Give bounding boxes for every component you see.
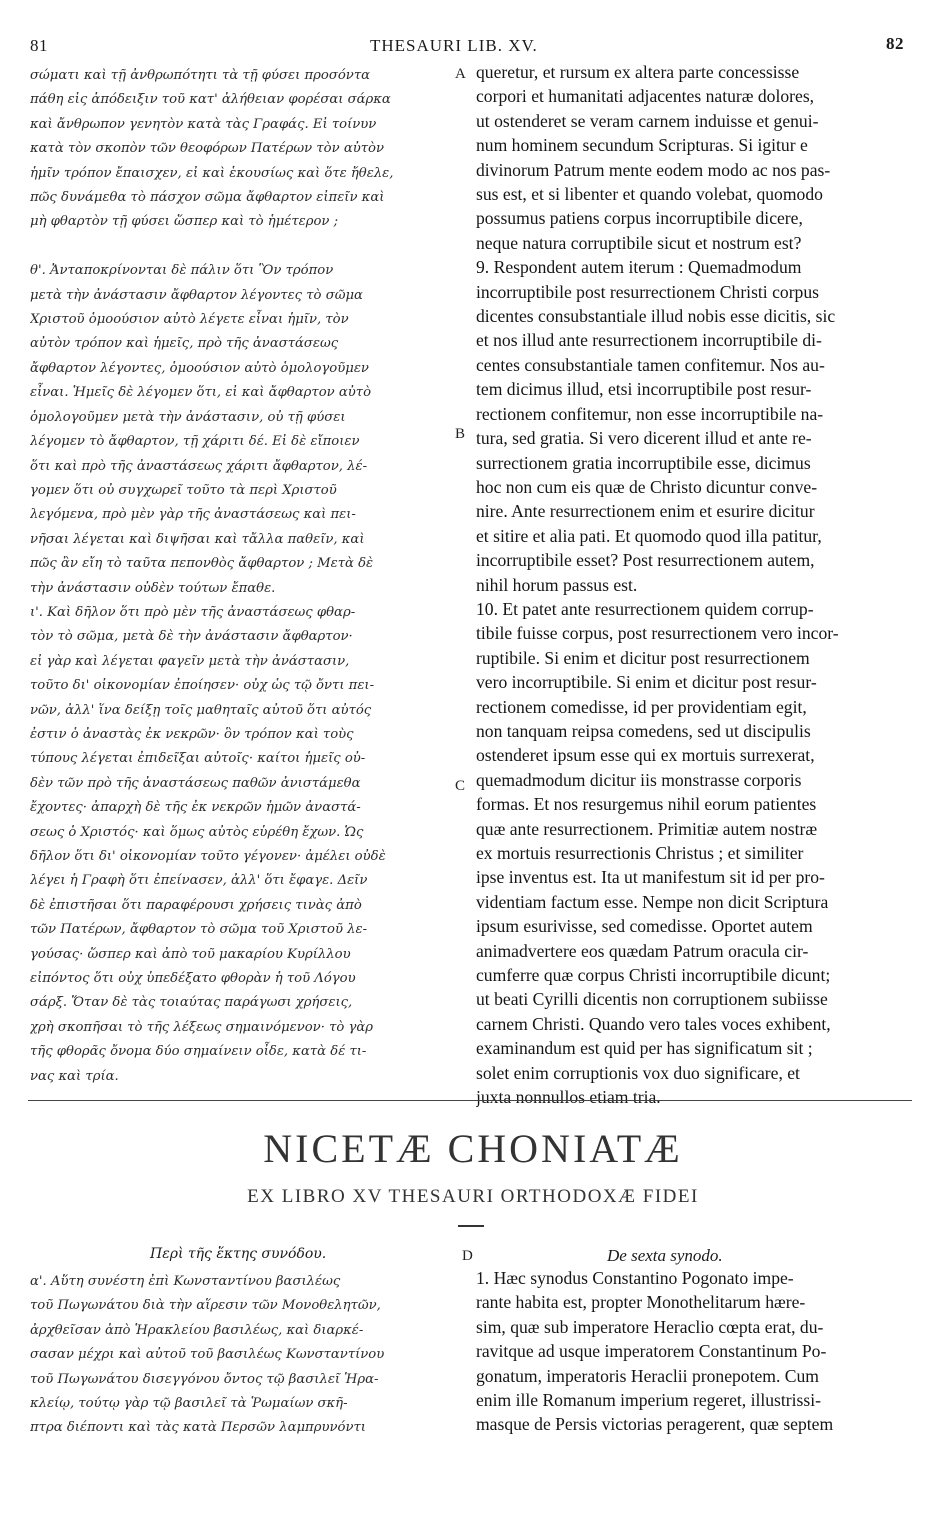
greek-text-line: μὴ φθαρτὸν τῇ φύσει ὥσπερ καὶ τὸ ἡμέτερον ; (30, 214, 339, 230)
latin-text-line: carnem Christi. Quando vero tales voces exhibent, (476, 1013, 831, 1034)
latin-text-line: et nos illud ante resurrectionem incorruptibile di- (476, 330, 822, 351)
latin-text-line: cumferre quæ corpus Christi incorruptibile dicunt; (476, 965, 831, 986)
latin-text-line: incorruptibile esset? Post resurrectionem autem, (476, 550, 815, 571)
greek-text-line: τοῦτο δι' οἰκονομίαν ἐποίησεν· οὐχ ὡς τῷ ὄντι πει- (30, 678, 375, 694)
greek-column-bottom (30, 1270, 460, 1441)
latin-text-line: vero incorruptibile. Si enim et dicitur post resur- (476, 672, 817, 693)
latin-text-line: enim ille Romanum imperium regeret, illustrissi- (476, 1390, 821, 1411)
latin-text-line: et sitire et alia pati. Et quomodo quod illa patitur, (476, 525, 822, 546)
latin-text-line: ostenderet ipsum esse qui ex mortuis surrexerat, (476, 745, 815, 766)
section-subtitle: EX LIBRO XV THESAURI ORTHODOXÆ FIDEI (247, 1186, 699, 1207)
greek-text-line: σάρξ. Ὅταν δὲ τὰς τοιαύτας παράγωσι χρήσεις, (30, 995, 353, 1011)
greek-text-line: πτρα διέποντι καὶ τὰς κατὰ Περσῶν λαμπρυνόντι (30, 1420, 366, 1436)
latin-text-line: sim, quæ sub imperatore Heraclio cœpta erat, du- (476, 1316, 824, 1337)
greek-text-line: λέγομεν τὸ ἄφθαρτον, τῇ χάριτι δέ. Εἰ δὲ εἴποιεν (30, 434, 360, 450)
greek-text-line: νῶν, ἀλλ' ἵνα δείξῃ τοῖς μαθηταῖς αὐτοῦ ὅτι αὐτός (30, 702, 372, 718)
greek-text-line: ἐστιν ὁ ἀναστὰς ἐκ νεκρῶν· ὃν τρόπον καὶ τοὺς (30, 726, 354, 742)
greek-text-line: κατὰ τὸν σκοπὸν τῶν θεοφόρων Πατέρων τὸν αὐτὸν (30, 141, 385, 157)
latin-text-line: dicentes consubstantiale illud nobis esse dicitis, sic (476, 306, 836, 327)
greek-text-line: τοῦ Πωγωνάτου διὰ τὴν αἵρεσιν τῶν Μονοθελητῶν, (30, 1298, 381, 1314)
latin-text-line: rectionem confitemur, non esse incorruptibile na- (476, 403, 824, 424)
greek-text-line: κλείῳ, τούτῳ γὰρ τῷ βασιλεῖ τὰ Ῥωμαίων σκῆ- (30, 1396, 348, 1412)
latin-text-line: nire. Ante resurrectionem enim et esurire dicitur (476, 501, 815, 522)
greek-text-line: δῆλον ὅτι δι' οἰκονομίαν τοῦτο γέγονεν· ἀμέλει οὐδὲ (30, 849, 386, 864)
latin-text-line: possumus patiens corpus incorruptibile dicere, (476, 208, 803, 229)
latin-text-line: nihil horum passus est. (476, 574, 638, 595)
latin-text-line: ut beati Cyrilli dicentis non corruptionem subiisse (476, 989, 828, 1010)
latin-text-line: masque de Persis victorias peragerent, quæ septem (476, 1414, 834, 1435)
greek-text-line: σεως ὁ Χριστός· καὶ ὅμως αὐτὸς εὑρέθη ἔχων. Ὡς (30, 824, 364, 840)
greek-text-line: νῆσαι λέγεται καὶ διψῆσαι καὶ τἄλλα παθεῖν, καὶ (30, 531, 365, 547)
greek-text-line: γούσας· ὥσπερ καὶ ἀπὸ τοῦ μακαρίου Κυρίλλου (30, 946, 351, 962)
latin-text-line: centes consubstantiale tamen confitemur. Nos au- (476, 354, 825, 375)
greek-text-line: δὲν τῶν πρὸ τῆς ἀναστάσεως παθῶν ἀνιστάμεθα (30, 775, 361, 791)
latin-text-line: tura, sed gratia. Si vero dicerent illud et ante re- (476, 428, 812, 449)
greek-text-line: γομεν ὅτι οὐ συγχωρεῖ τοῦτο τὰ περὶ Χριστοῦ (30, 482, 337, 498)
margin-marker-a: A (455, 66, 466, 82)
latin-text-line: hoc non cum eis quæ de Christo dicuntur conve- (476, 476, 818, 497)
greek-section-heading: Περὶ τῆς ἕκτης συνόδου. (150, 1246, 327, 1262)
margin-marker-c: C (455, 778, 466, 794)
section-divider (28, 1100, 912, 1101)
greek-text-line: εἶναι. Ἡμεῖς δὲ λέγομεν ὅτι, εἰ καὶ ἄφθαρτον αὐτὸ (30, 385, 372, 401)
latin-text-line: ravitque ad usque imperatorem Constantinum Po- (476, 1341, 827, 1362)
greek-text-line: τῆς φθορᾶς ὄνομα δύο σημαίνειν οἶδε, κατὰ δέ τι- (30, 1044, 367, 1060)
latin-text-line: juxta nonnullos etiam tria. (476, 1087, 661, 1108)
greek-text-line: τοῦ Πωγωνάτου δισεγγόνου ὄντος τῷ βασιλεῖ Ἡρα- (30, 1371, 379, 1387)
greek-column-top (30, 64, 460, 1089)
latin-text-line: incorruptibile post resurrectionem Christi corpus (476, 281, 820, 302)
greek-text-line: νας καὶ τρία. (30, 1068, 119, 1084)
latin-text-line: sus est, et si libenter et quando volebat, quomodo (476, 184, 823, 205)
margin-marker-b: B (455, 426, 466, 442)
greek-text-line: ἡμῖν τρόπον ἔπαισχεν, εἰ καὶ ἑκουσίως καὶ ὅτε ἤθελε, (30, 165, 394, 181)
greek-text-line: λεγόμενα, πρὸ μὲν γὰρ τῆς ἀναστάσεως καὶ πει- (30, 507, 356, 523)
latin-text-line: solet enim corruptionis vox duo significare, et (476, 1062, 800, 1083)
greek-text-line: εἰ γὰρ καὶ λέγεται φαγεῖν μετὰ τὴν ἀνάστασιν, (30, 653, 350, 669)
latin-text-line: queretur, et rursum ex altera parte concessisse (476, 62, 800, 82)
latin-text-line: animadvertere eos quædam Patrum oracula cir- (476, 940, 809, 961)
greek-text-line: μετὰ τὴν ἀνάστασιν ἄφθαρτον λέγοντες τὸ σῶμα (30, 287, 363, 303)
latin-section-heading: De sexta synodo. (607, 1246, 723, 1265)
greek-text-line (30, 235, 460, 259)
greek-text-line: χρὴ σκοπῆσαι τὸ τῆς λέξεως σημαινόμενον· τὸ γὰρ (30, 1019, 374, 1035)
greek-text-line: τύπους λέγεται ἐπιδεῖξαι αὐτοῖς· καίτοι ἡμεῖς οὐ- (30, 751, 366, 767)
latin-text-line: 1. Hæc synodus Constantino Pogonato impe- (476, 1268, 794, 1288)
latin-text-line: non tanquam reipsa comedens, sed ut discipulis (476, 720, 811, 741)
latin-text-line: ex mortuis resurrectionis Christus ; et similiter (476, 843, 804, 863)
greek-text-line: σώματι καὶ τῇ ἀνθρωπότητι τὰ τῇ φύσει προσόντα (30, 68, 371, 83)
greek-text-line: πάθη εἰς ἀπόδειξιν τοῦ κατ' ἀλήθειαν φορέσαι σάρκα (30, 92, 391, 108)
greek-text-line: εἰπόντος ὅτι οὐχ ὑπεδέξατο φθορὰν ἡ τοῦ Λόγου (30, 971, 356, 987)
latin-column-top (476, 60, 908, 1109)
latin-text-line: tem dicimus illud, etsi incorruptibile post resur- (476, 379, 812, 400)
greek-text-line: τὸν τὸ σῶμα, μετὰ δὲ τὴν ἀνάστασιν ἄφθαρτον· (30, 629, 353, 645)
latin-text-line: quæ ante resurrectionem. Primitiæ autem nostræ (476, 818, 818, 839)
title-rule (458, 1225, 484, 1227)
latin-text-line: quemadmodum dicitur iis monstrasse corporis (476, 769, 802, 790)
latin-text-line: examinandum est quid per has significatum sit ; (476, 1038, 813, 1059)
latin-text-line: videntiam factum esse. Nempe non dicit Scriptura (476, 891, 829, 912)
greek-text-line: ὁμολογοῦμεν μετὰ τὴν ἀνάστασιν, οὐ τῇ φύσει (30, 409, 346, 425)
greek-text-line: ἔχοντες· ἀπαρχὴ δὲ τῆς ἐκ νεκρῶν ἡμῶν ἀναστά- (30, 800, 361, 816)
latin-text-line: divinorum Patrum mente eodem modo ac nos pas- (476, 159, 831, 180)
latin-text-line: gonatum, imperatoris Heraclii pronepotem. Cum (476, 1365, 819, 1386)
latin-text-line: surrectionem gratia incorruptibile esse, dicimus (476, 452, 811, 473)
greek-text-line: δὲ ἐπιστῆσαι ὅτι παραφέρουσι χρήσεις τινὰς ἀπὸ (30, 897, 362, 913)
greek-text-line: Χριστοῦ ὁμοούσιον αὐτὸ λέγετε εἶναι ἡμῖν, τὸν (30, 312, 349, 328)
greek-text-line: ἄφθαρτον λέγοντες, ὁμοούσιον αὐτὸ ὁμολογοῦμεν (30, 360, 369, 376)
latin-text-line: 9. Respondent autem iterum : Quemadmodum (476, 257, 802, 278)
greek-text-line: ὅτι καὶ πρὸ τῆς ἀναστάσεως χάριτι ἄφθαρτον, λέ- (30, 458, 368, 474)
greek-text-line: τῶν Πατέρων, ἄφθαρτον τὸ σῶμα τοῦ Χριστοῦ λε- (30, 922, 368, 938)
greek-text-line: τὴν ἀνάστασιν οὐδὲν τούτων ἔπαθε. (30, 580, 276, 596)
latin-text-line: rectionem comedisse, id per providentiam egit, (476, 696, 807, 717)
latin-column-bottom (476, 1266, 908, 1437)
greek-text-line: α'. Αὕτη συνέστη ἐπὶ Κωνσταντίνου βασιλέως (30, 1274, 341, 1289)
running-title: THESAURI LIB. XV. (370, 36, 538, 55)
right-page-number: 82 (886, 34, 904, 53)
latin-text-line: neque natura corruptibile sicut et nostrum est? (476, 232, 802, 253)
greek-text-line: θ'. Ἀνταποκρίνονται δὲ πάλιν ὅτι Ὃν τρόπον (30, 263, 334, 279)
latin-text-line: ut ostenderet se veram carnem induisse et genui- (476, 110, 819, 131)
latin-text-line: tibile fuisse corpus, post resurrectionem vero incor- (476, 623, 839, 644)
greek-text-line: πῶς ἂν εἴη τὸ ταῦτα πεπονθὸς ἄφθαρτον ; Μετὰ δὲ (30, 556, 374, 572)
latin-text-line: corpori et humanitati adjacentes naturæ dolores, (476, 86, 815, 107)
latin-text-line: ipsum esurivisse, sed comedisse. Oportet autem (476, 916, 813, 937)
greek-text-line: αὐτὸν τρόπον καὶ ἡμεῖς, πρὸ τῆς ἀναστάσεως (30, 336, 339, 352)
latin-text-line: ipse inventus est. Ita ut manifestum sit id per pro- (476, 867, 825, 888)
latin-text-line: ruptibile. Si enim et dicitur post resurrectionem (476, 647, 810, 668)
section-title: NICETÆ CHONIATÆ (263, 1126, 683, 1171)
latin-text-line: rante habita est, propter Monothelitarum hære- (476, 1292, 806, 1313)
greek-text-line: πῶς δυνάμεθα τὸ πάσχον σῶμα ἄφθαρτον εἰπεῖν καὶ (30, 190, 385, 206)
greek-text-line: λέγει ἡ Γραφὴ ὅτι ἐπείνασεν, ἀλλ' ὅτι ἔφαγε. Δεῖν (30, 873, 368, 889)
greek-text-line: καὶ ἄνθρωπον γενητὸν κατὰ τὰς Γραφάς. Εἰ τοίνυν (30, 116, 377, 132)
greek-text-line: σασαν μέχρι καὶ αὐτοῦ τοῦ βασιλέως Κωνσταντίνου (30, 1347, 385, 1363)
greek-text-line: ἀρχθεῖσαν ἀπὸ Ἡρακλείου βασιλέως, καὶ διαρκέ- (30, 1322, 364, 1338)
margin-marker-d: D (462, 1248, 473, 1264)
left-page-number: 81 (30, 36, 48, 55)
latin-text-line: num hominem secundum Scripturas. Si igitur e (476, 135, 808, 156)
latin-text-line: formas. Et nos resurgemus nihil eorum patientes (476, 794, 817, 815)
greek-text-line: ι'. Καὶ δῆλον ὅτι πρὸ μὲν τῆς ἀναστάσεως φθαρ- (30, 604, 356, 620)
latin-text-line: 10. Et patet ante resurrectionem quidem corrup- (476, 598, 814, 619)
